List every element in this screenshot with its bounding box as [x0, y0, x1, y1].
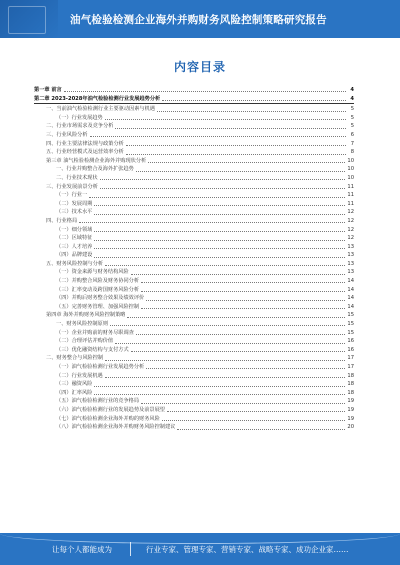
- toc-entry-label: 五、行业经营模式及运营效率分析: [46, 149, 124, 156]
- toc-dot-leader: [105, 265, 345, 266]
- toc-entry[interactable]: [34, 174, 354, 183]
- toc-entry-page: 6: [350, 131, 354, 138]
- footer-separator: [130, 542, 131, 556]
- toc-dot-leader: [157, 111, 346, 112]
- toc-entry-page: 14: [347, 278, 354, 285]
- toc-entry-label: （二）行业发展机遇: [56, 372, 103, 379]
- toc-entry-page: 19: [347, 406, 354, 413]
- toc-entry[interactable]: [34, 183, 354, 192]
- page-footer: [0, 533, 400, 565]
- toc-entry-page: 19: [347, 415, 354, 422]
- toc-entry[interactable]: [34, 251, 354, 260]
- toc-entry[interactable]: [34, 86, 354, 95]
- toc-entry-label: （七）油气检验检测企业海外并购的财务风险: [56, 415, 160, 422]
- toc-entry-label: 第四章 海外并购财务风险控制策略: [46, 312, 126, 319]
- toc-dot-leader: [105, 377, 346, 378]
- toc-dot-leader: [141, 282, 345, 283]
- toc-entry-label: （一）油气检验检测行业发展趋势分析: [56, 364, 145, 370]
- toc-entry[interactable]: [34, 320, 354, 329]
- toc-dot-leader: [89, 197, 345, 198]
- toc-dot-leader: [94, 214, 345, 215]
- toc-entry-label: （五）油气检验检测行业的竞争格局: [56, 398, 140, 405]
- toc-entry-page: 13: [347, 252, 354, 259]
- toc-entry-page: 12: [347, 217, 354, 224]
- toc-entry-label: 第一章 前言: [34, 87, 62, 93]
- toc-entry[interactable]: [34, 268, 354, 277]
- toc-entry[interactable]: [34, 114, 354, 123]
- toc-entry-label: 二、财务整合与风险控制: [46, 355, 104, 362]
- toc-entry-page: 13: [347, 269, 354, 276]
- toc-entry-label: 一、行业并购整合及海外扩张趋势: [56, 166, 134, 173]
- toc-dot-leader: [127, 317, 345, 318]
- toc-dot-leader: [79, 222, 345, 223]
- toc-entry-label: 五、财务风险控制与分析: [46, 260, 104, 267]
- toc-dot-leader: [126, 145, 346, 146]
- toc-entry[interactable]: [34, 423, 354, 432]
- toc-entry-page: 14: [347, 295, 354, 302]
- toc-entry[interactable]: [34, 157, 354, 166]
- toc-entry-page: 4: [350, 87, 354, 93]
- toc-entry[interactable]: [34, 131, 354, 140]
- toc-entry-page: 12: [347, 209, 354, 216]
- toc-entry-page: 15: [347, 312, 354, 319]
- toc-entry-page: 12: [347, 226, 354, 233]
- toc-dot-leader: [94, 231, 345, 232]
- toc-entry[interactable]: [34, 294, 354, 303]
- toc-dot-leader: [167, 411, 345, 412]
- report-title: 油气检验检测企业海外并购财务风险控制策略研究报告: [70, 14, 327, 26]
- toc-entry-label: （六）油气检验检测行业的发展趋势及前景展望: [56, 406, 165, 413]
- toc-entry-label: （二）区域特征: [56, 235, 93, 242]
- toc-entry[interactable]: [34, 260, 354, 269]
- toc-dot-leader: [146, 300, 345, 301]
- toc-entry-page: 11: [347, 200, 354, 207]
- toc-dot-leader: [131, 351, 346, 352]
- toc-entry-label: 四、行业主要法律法规与政策分析: [46, 140, 124, 147]
- toc-dot-leader: [131, 274, 346, 275]
- toc-entry-page: 18: [347, 372, 354, 379]
- toc-dot-leader: [94, 386, 345, 387]
- toc-dot-leader: [162, 100, 346, 101]
- toc-entry[interactable]: [34, 415, 354, 424]
- toc-entry[interactable]: [34, 311, 354, 320]
- toc-entry-page: 5: [350, 123, 354, 130]
- toc-dot-leader: [146, 368, 345, 369]
- toc-entry[interactable]: [34, 140, 354, 149]
- toc-entry-page: 4: [350, 95, 354, 102]
- toc-dot-leader: [110, 325, 346, 326]
- toc-entry-page: 16: [347, 346, 354, 353]
- toc-entry-page: 18: [347, 381, 354, 388]
- toc-entry[interactable]: [34, 346, 354, 355]
- toc-entry-label: 三、行业风险分析: [46, 131, 88, 138]
- toc-entry-page: 8: [350, 149, 354, 156]
- toc-entry-label: （一）资金来源与财务结构风险: [56, 269, 129, 276]
- toc-entry-label: 二、行业市场需求及竞争分析: [46, 123, 114, 130]
- toc-entry-page: 15: [347, 321, 354, 328]
- toc-entry[interactable]: [34, 243, 354, 252]
- toc-entry[interactable]: [34, 208, 354, 217]
- toc-dot-leader: [115, 343, 345, 344]
- page-header: [0, 0, 400, 38]
- toc-entry-page: 7: [350, 140, 354, 147]
- toc-dot-leader: [94, 394, 345, 395]
- toc-entry-page: 20: [347, 424, 354, 431]
- header-logo-block: [0, 0, 58, 38]
- toc-dot-leader: [90, 136, 346, 137]
- toc-entry[interactable]: [34, 226, 354, 235]
- toc-entry-page: 11: [347, 192, 354, 199]
- toc-entry[interactable]: [34, 354, 354, 363]
- toc-dot-leader: [100, 179, 346, 180]
- toc-dot-leader: [64, 91, 346, 92]
- toc-entry-label: （四）汇率风险: [56, 389, 93, 396]
- toc-entry-label: 一、当前油气检验检测行业主要驱动因素与机遇: [46, 106, 155, 113]
- toc-entry[interactable]: [34, 406, 354, 415]
- toc-entry-page: 19: [347, 398, 354, 405]
- toc-dot-leader: [141, 308, 345, 309]
- toc-dot-leader: [136, 171, 346, 172]
- toc-dot-leader: [136, 334, 346, 335]
- toc-entry[interactable]: [34, 95, 354, 104]
- toc-entry-page: 10: [347, 166, 354, 173]
- toc-entry-label: 第二章 2023-2028年油气检验检测行业发展趋势分析: [34, 95, 161, 102]
- toc-entry-page: 12: [347, 235, 354, 242]
- toc-entry-page: 16: [347, 338, 354, 345]
- toc-entry[interactable]: [34, 389, 354, 398]
- toc-entry-label: （一）行业发展趋势: [56, 114, 103, 121]
- toc-entry-label: （三）技术水平: [56, 209, 93, 216]
- toc-entry-page: 10: [347, 174, 354, 181]
- footer-slogan-right: 行业专家、管理专家、营销专家、战略专家、成功企业家……: [146, 545, 349, 554]
- toc-entry-page: 17: [347, 364, 354, 370]
- toc-entry[interactable]: [34, 191, 354, 200]
- toc-entry[interactable]: [34, 200, 354, 209]
- toc-dot-leader: [105, 360, 345, 361]
- toc-entry-label: （五）完善财务管理、加强风险控制: [56, 303, 140, 310]
- toc-dot-leader: [162, 420, 346, 421]
- toc-entry-label: 二、行业技术现状: [56, 174, 98, 181]
- toc-entry-label: （二）合理评估并购价值: [56, 338, 114, 345]
- toc-entry-page: 18: [347, 389, 354, 396]
- toc-entry-page: 15: [347, 329, 354, 336]
- toc-entry-page: 5: [350, 114, 354, 121]
- toc-entry[interactable]: [34, 217, 354, 226]
- table-of-contents: [34, 86, 354, 432]
- toc-entry-page: 10: [347, 157, 354, 164]
- toc-entry[interactable]: [34, 329, 354, 338]
- toc-entry-label: 一、财务风险控制原则: [56, 321, 108, 328]
- toc-entry-label: （二）并购整合风险及财务协同分析: [56, 278, 140, 285]
- toc-entry-label: （八）油气检验检测企业海外并购财务风险控制建议: [56, 424, 176, 431]
- toc-entry[interactable]: [34, 380, 354, 389]
- toc-entry-label: （一）企业并购前的财务尽职调查: [56, 329, 134, 336]
- toc-dot-leader: [105, 119, 346, 120]
- toc-entry-page: 14: [347, 303, 354, 310]
- toc-entry[interactable]: [34, 148, 354, 157]
- toc-dot-leader: [94, 240, 345, 241]
- footer-decorative-arc: [0, 523, 400, 544]
- toc-entry[interactable]: [34, 105, 354, 114]
- toc-entry[interactable]: [34, 337, 354, 346]
- toc-entry-label: （三）优化融资结构与支付方式: [56, 346, 129, 353]
- footer-slogan-left: 让每个人都能成为: [52, 545, 112, 554]
- toc-entry-label: （二）发展周期: [56, 200, 93, 207]
- toc-dot-leader: [141, 291, 345, 292]
- toc-entry-label: （三）人才培养: [56, 243, 93, 250]
- toc-entry-label: （一）细分领域: [56, 226, 93, 233]
- toc-entry-page: 5: [350, 106, 354, 113]
- toc-dot-leader: [94, 257, 345, 258]
- toc-entry-label: 第三章 油气检验检测企业海外并购现状分析: [46, 157, 147, 164]
- toc-dot-leader: [141, 403, 345, 404]
- toc-heading: 内容目录: [173, 60, 226, 74]
- toc-chapter-rule: [34, 103, 354, 104]
- toc-entry-label: （一）行业一: [56, 192, 88, 199]
- toc-entry-label: 三、行业发展前景分析: [46, 183, 98, 190]
- toc-entry[interactable]: [34, 303, 354, 312]
- toc-entry-page: 14: [347, 286, 354, 293]
- toc-entry[interactable]: [34, 277, 354, 286]
- toc-entry-page: 17: [347, 355, 354, 362]
- header-logo-frame: [8, 6, 46, 34]
- toc-dot-leader: [100, 188, 346, 189]
- toc-entry[interactable]: [34, 234, 354, 243]
- toc-entry[interactable]: [34, 363, 354, 372]
- toc-dot-leader: [94, 248, 345, 249]
- toc-entry-label: （四）品牌建设: [56, 252, 93, 259]
- toc-dot-leader: [148, 162, 345, 163]
- toc-entry[interactable]: [34, 122, 354, 131]
- toc-entry[interactable]: [34, 286, 354, 295]
- toc-entry[interactable]: [34, 397, 354, 406]
- toc-entry-page: 13: [347, 243, 354, 250]
- toc-entry-page: 11: [347, 183, 354, 190]
- toc-dot-leader: [177, 429, 345, 430]
- toc-entry-page: 13: [347, 260, 354, 267]
- toc-entry-label: 四、行业格局: [46, 217, 78, 224]
- toc-entry[interactable]: [34, 165, 354, 174]
- toc-entry-label: （四）并购后财务整合效果及绩效评价: [56, 295, 145, 302]
- toc-dot-leader: [126, 154, 346, 155]
- toc-dot-leader: [115, 128, 346, 129]
- toc-entry-label: （三）融资风险: [56, 381, 93, 388]
- toc-entry[interactable]: [34, 372, 354, 381]
- toc-dot-leader: [94, 205, 345, 206]
- toc-entry-label: （三）汇率变动及跨国财务风险分析: [56, 286, 140, 293]
